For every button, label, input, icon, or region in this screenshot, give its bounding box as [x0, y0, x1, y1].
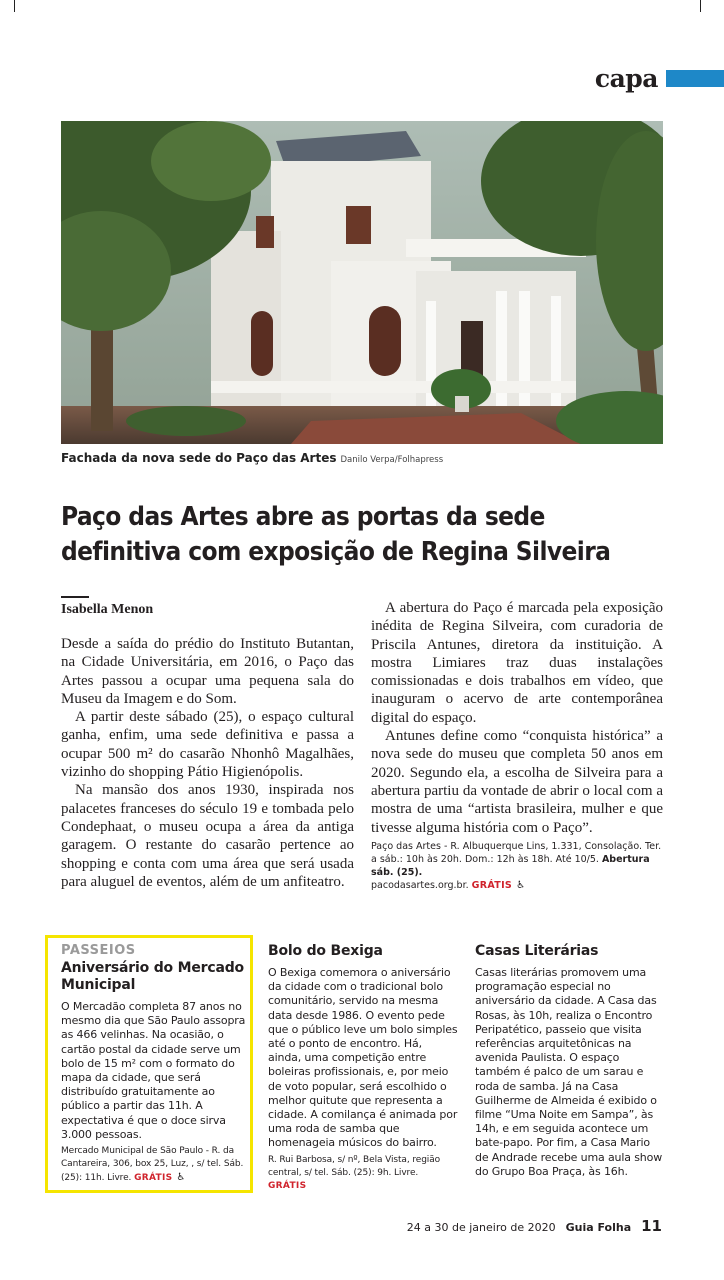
article-column-1 [61, 635, 354, 891]
brief-address [61, 1145, 247, 1185]
photo-credit: Danilo Verpa/Folhapress [340, 455, 444, 465]
page-number: 11 [641, 1217, 662, 1235]
brief-mercado [61, 943, 247, 1185]
author-rule [61, 596, 89, 598]
crop-mark-right [700, 0, 701, 12]
section-color-bar [666, 70, 724, 87]
paragraph: Na mansão dos anos 1930, inspirada nos palacetes franceses do século 19 e tombada pelo Condephaat, o museu ocupa a área da antiga garagem. O restante do casarão pertence ao shopping e conta com uma área que será usada para aluguel de eventos, além de um anfiteatro. [61, 782, 354, 890]
paragraph: Antunes define como “conquista histórica” a nova sede do museu que completa 50 anos em 2020. Segundo ela, a escolha de Silveira para a abertura partiu da vontade de abrir o local com a mostra de uma “artista brasileira, mulher e que tivesse alguma história com o Paço”. [371, 728, 663, 836]
crop-mark-left [14, 0, 15, 12]
publication-name: Guia Folha [565, 1221, 632, 1234]
venue-info [371, 840, 663, 892]
section-label: capa [594, 63, 658, 93]
article-column-2 [371, 599, 663, 892]
paragraph: A partir deste sábado (25), o espaço cultural ganha, enfim, uma sede definitiva e passa a ocupar 500 m² do casarão Nhonhô Magalhães, vizinho do shopping Pátio Higienópolis. [61, 709, 354, 781]
gratis-badge: GRÁTIS [134, 1173, 173, 1184]
page-folio [407, 1217, 662, 1235]
accessibility-icon: ♿ [176, 1172, 186, 1184]
brief-address-text: R. Rui Barbosa, s/ nº, Bela Vista, região central, s/ tel. Sáb. (25): 9h. Livre. [268, 1154, 441, 1178]
accessibility-icon: ♿ [516, 879, 526, 891]
paragraph: Desde a saída do prédio do Instituto Butantan, na Cidade Universitária, em 2016, o Paço das Artes passou a ocupar uma pequena sala do Museu da Imagem e do Som. [61, 636, 354, 707]
brief-kicker: PASSEIOS [61, 943, 136, 958]
issue-date: 24 a 30 de janeiro de 2020 [406, 1221, 556, 1234]
brief-text: O Mercadão completa 87 anos no mesmo dia que São Paulo assopra as 466 velinhas. Na ocasião, o cartão postal da cidade serve um bolo de 15 m² com o formato do mapa da cidade, que será distribuído gratuitamente ao público a partir das 11h. A expectativa é que o doce sirva 3.000 pessoas. [61, 1000, 246, 1141]
brief-text: Casas literárias promovem uma programação especial no aniversário da cidade. A Casa das Rosas, às 10h, realiza o Encontro Peripatético, passeio que visita referências arquitetônicas na avenida Paulista. O espaço também é palco de um sarau e roda de samba. Já na Casa Guilherme de Almeida é exibido o filme “Uma Noite em Sampa”, às 14h, e em seguida acontece um bate-papo. Por fim, a Casa Mario de Andrade recebe uma aula show do Grupo Boa Praça, às 16h. [475, 966, 663, 1178]
brief-casas-literarias [475, 943, 665, 1179]
gratis-badge: GRÁTIS [268, 1180, 307, 1191]
venue-info-text: Paço das Artes - R. Albuquerque Lins, 1.331, Consolação. Ter. a sáb.: 10h às 20h. Dom.: 12h às 18h. Até 10/5. [371, 840, 662, 865]
brief-address [268, 1154, 458, 1193]
brief-title: Aniversário do Mercado Municipal [61, 960, 244, 993]
caption-text: Fachada da nova sede do Paço das Artes [61, 451, 337, 465]
article-photo [61, 121, 663, 444]
photo-caption [61, 451, 443, 465]
article-headline: Paço das Artes abre as portas da sede definitiva com exposição de Regina Silveira [61, 502, 611, 567]
section-header [595, 60, 724, 96]
author-byline: Isabella Menon [61, 602, 154, 617]
brief-address-text: Mercado Municipal de São Paulo - R. da Cantareira, 306, box 25, Luz, , s/ tel. Sáb. (25): 11h. Livre. [61, 1146, 244, 1184]
paragraph: A abertura do Paço é marcada pela exposição inédita de Regina Silveira, com curadoria de Priscila Antunes, diretora da instituição. A mostra Limiares traz duas instalações comissionadas e dois trabalhos em vídeo, que inauguram o acervo de arte contemporânea digital do espaço. [371, 600, 663, 726]
brief-text: O Bexiga comemora o aniversário da cidade com o tradicional bolo comunitário, servido na mesma data desde 1986. O evento pede que o público leve um bolo simples até o ponto de encontro. Há, ainda, uma competição entre boleiras profissionais, e, por meio de voto popular, será escolhido o melhor quitute que representa a cidade. A comilança é animada por uma roda de samba que homenageia músicos do bairro. [268, 966, 458, 1150]
brief-title: Bolo do Bexiga [268, 943, 383, 959]
brief-title: Casas Literárias [475, 943, 599, 959]
opening-note: Abertura sáb. (25). [371, 853, 650, 878]
gratis-badge: GRÁTIS [471, 879, 513, 891]
venue-site: pacodasartes.org.br. [371, 879, 469, 891]
brief-bexiga [268, 943, 458, 1193]
